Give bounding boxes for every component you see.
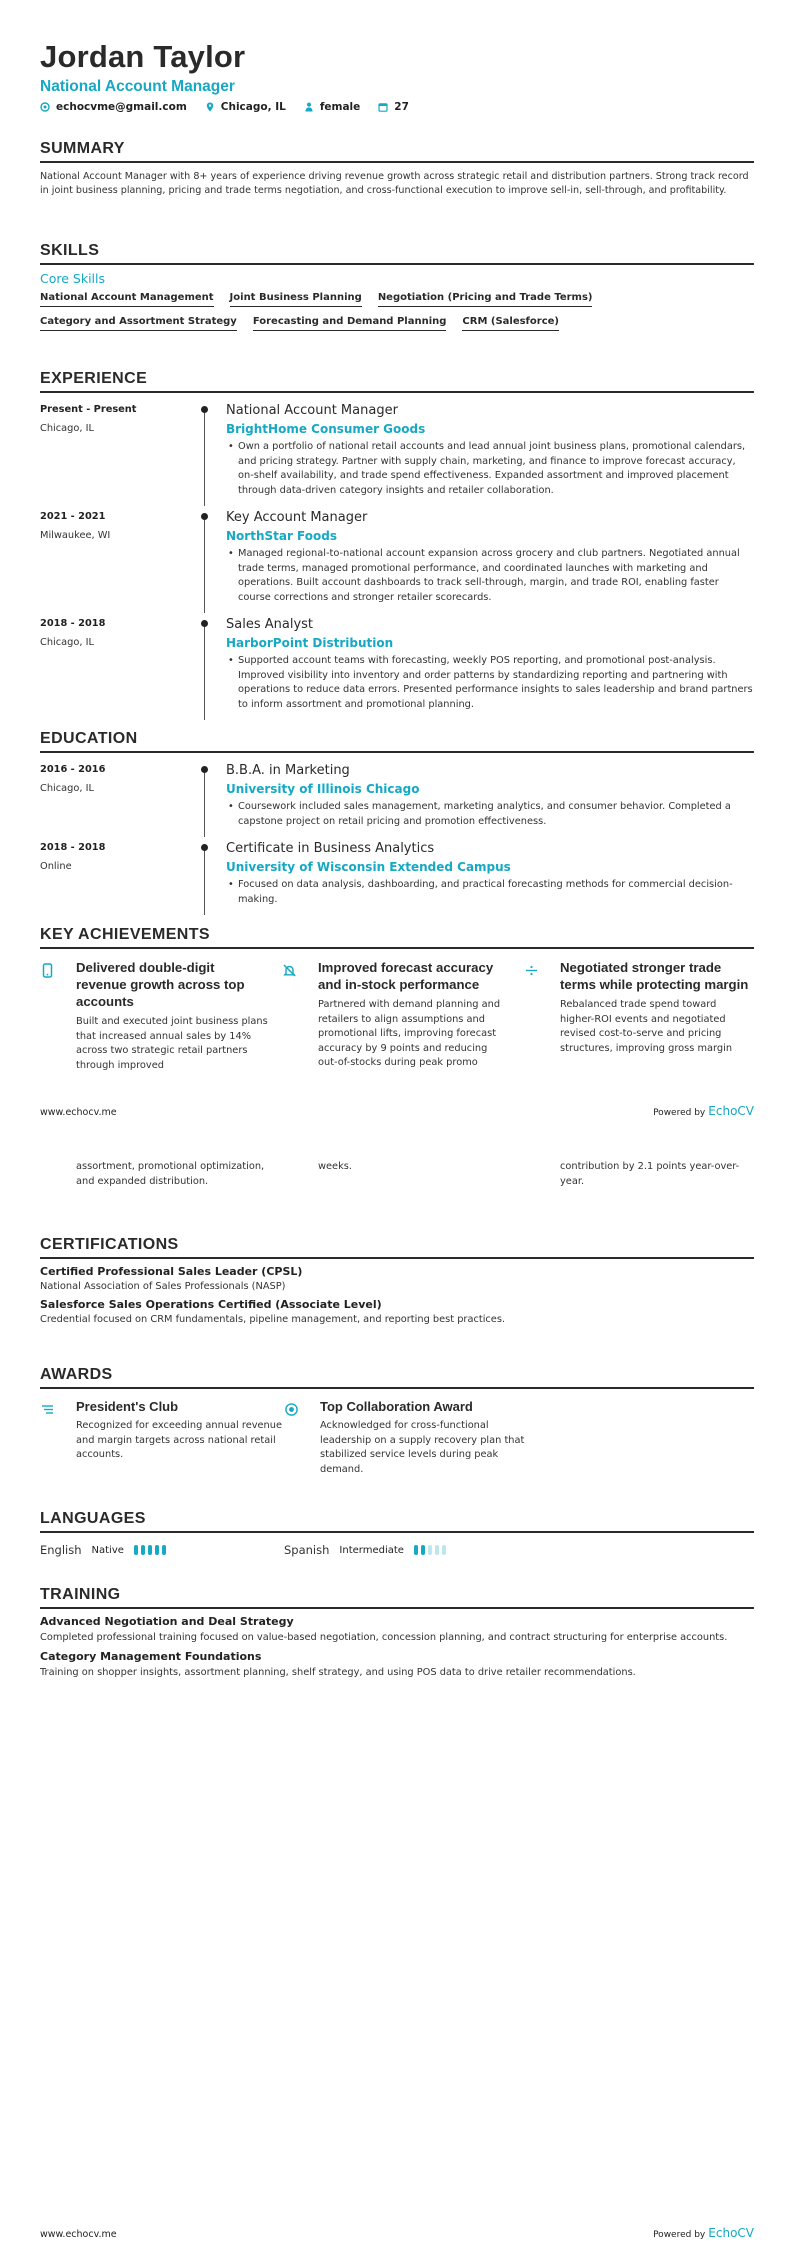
achievement-heading: Improved forecast accuracy and in-stock performance xyxy=(318,960,494,992)
contact-age-text: 27 xyxy=(394,101,409,113)
rating-pip-filled xyxy=(421,1545,425,1555)
rating-pip-filled xyxy=(148,1545,152,1555)
candidate-role: National Account Manager xyxy=(40,78,235,95)
timeline-dot xyxy=(201,406,208,413)
skill-item: National Account Management xyxy=(40,292,214,307)
contact-email[interactable] xyxy=(40,101,187,113)
languages-heading: LANGUAGES xyxy=(40,1510,754,1533)
entry-date: 2016 - 2016 xyxy=(40,764,106,775)
training-desc: Completed professional training focused on value-based negotiation, concession planning, and contract structuring for enterprise accounts. xyxy=(40,1632,728,1643)
rating-pip-filled xyxy=(141,1545,145,1555)
contact-age xyxy=(378,101,409,113)
certifications-section xyxy=(40,1236,754,1325)
languages-section xyxy=(40,1510,754,1557)
timeline-rail xyxy=(204,844,205,915)
footer-powered-label: Powered by xyxy=(653,2230,706,2240)
language-name: Spanish xyxy=(284,1543,330,1557)
entry-date: Present - Present xyxy=(40,404,137,415)
training-section xyxy=(40,1586,754,1680)
contact-location-text: Chicago, IL xyxy=(220,101,286,113)
certification-item xyxy=(40,1298,754,1325)
contact-location xyxy=(205,101,286,113)
footer-brand[interactable]: EchoCV xyxy=(708,2226,754,2240)
entry-bullet: • Managed regional-to-national account expansion across grocery and club partners. Negotiated annual trade terms, managed promotional performance, and coordinated launches with marketing and operations. Built account dashboards to track sell-through, margin, and trade ROI, enabling faster course corrections and stronger retailer scorecards. xyxy=(226,547,754,605)
entry-title: National Account Manager xyxy=(226,403,398,418)
language-level: Intermediate xyxy=(339,1544,404,1556)
entry-organization: NorthStar Foods xyxy=(226,529,337,543)
contact-email-text: echocvme@gmail.com xyxy=(56,101,187,113)
summary-text: National Account Manager with 8+ years of experience driving revenue growth across strategic retail and distribution partners. Strong track record in joint business planning, pricing and trade terms negotiation, and cross-functional execution to improve sell-in, sell-through, and profitability. xyxy=(40,171,749,196)
education-heading: EDUCATION xyxy=(40,730,754,753)
achievement-card-continued xyxy=(40,1160,268,1189)
achievement-desc: Rebalanced trade spend toward higher-ROI events and negotiated revised cost-to-serve and pricing structures, improving gross margin xyxy=(560,999,733,1054)
summary-heading: SUMMARY xyxy=(40,140,754,163)
experience-entry xyxy=(40,510,754,613)
entry-bullet: • Focused on data analysis, dashboarding, and practical forecasting methods for commercial decision-making. xyxy=(226,878,754,907)
entry-location: Chicago, IL xyxy=(40,423,94,434)
achievement-desc: weeks. xyxy=(318,1161,352,1172)
candidate-name: Jordan Taylor xyxy=(40,39,246,74)
entry-location: Milwaukee, WI xyxy=(40,530,111,541)
email-icon xyxy=(40,102,50,112)
achievement-desc: Built and executed joint business plans that increased annual sales by 14% across two strategic retail partners through improved xyxy=(76,1016,268,1071)
contact-bar xyxy=(40,101,754,113)
language-rating xyxy=(414,1545,446,1555)
education-section xyxy=(40,730,754,915)
entry-date: 2021 - 2021 xyxy=(40,511,106,522)
training-item xyxy=(40,1615,754,1645)
achievement-heading: Negotiated stronger trade terms while protecting margin xyxy=(560,960,749,992)
certification-name: Certified Professional Sales Leader (CPSL) xyxy=(40,1265,303,1278)
achievement-desc: contribution by 2.1 points year-over-year. xyxy=(560,1161,740,1187)
training-name: Advanced Negotiation and Deal Strategy xyxy=(40,1615,294,1628)
page-footer xyxy=(40,2226,754,2240)
rating-pip-filled xyxy=(134,1545,138,1555)
entry-bullet: • Supported account teams with forecasting, weekly POS reporting, and promotional post-analysis. Improved visibility into inventory and order patterns by standardizing reporting and partnering with operations to reduce data errors. Presented performance insights to sales leadership and brand partners to inform assortment and promotional planning. xyxy=(226,654,754,712)
page-footer xyxy=(40,1104,754,1118)
achievement-card xyxy=(524,959,752,1073)
skills-list xyxy=(40,292,754,331)
language-name: English xyxy=(40,1543,82,1557)
mobile-icon xyxy=(40,963,55,978)
certification-name: Salesforce Sales Operations Certified (Associate Level) xyxy=(40,1298,382,1311)
skills-section xyxy=(40,242,754,331)
resume-header xyxy=(40,40,754,113)
timeline-dot xyxy=(201,844,208,851)
achievement-desc: assortment, promotional optimization, and expanded distribution. xyxy=(76,1161,265,1187)
footer-powered-label: Powered by xyxy=(653,1108,706,1118)
rating-pip-filled xyxy=(414,1545,418,1555)
timeline-dot xyxy=(201,513,208,520)
award-name: Top Collaboration Award xyxy=(320,1399,473,1414)
rating-pip-filled xyxy=(155,1545,159,1555)
footer-site-link[interactable]: www.echocv.me xyxy=(40,1107,117,1118)
achievements-heading: KEY ACHIEVEMENTS xyxy=(40,926,754,949)
entry-organization: University of Wisconsin Extended Campus xyxy=(226,860,511,874)
contact-gender-text: female xyxy=(319,101,361,113)
footer-site-link[interactable]: www.echocv.me xyxy=(40,2229,117,2240)
achievement-card xyxy=(282,959,510,1073)
divide-icon xyxy=(524,963,539,978)
rating-pip-empty xyxy=(442,1545,446,1555)
entry-title: B.B.A. in Marketing xyxy=(226,763,350,778)
achievements-section xyxy=(40,926,754,1073)
list-icon xyxy=(40,1402,55,1417)
award-desc: Acknowledged for cross-functional leadership on a supply recovery plan that stabilized service levels during peak demand. xyxy=(320,1420,525,1475)
award-item xyxy=(284,1399,528,1477)
skill-item: CRM (Salesforce) xyxy=(462,316,559,331)
certification-desc: Credential focused on CRM fundamentals, pipeline management, and reporting best practices. xyxy=(40,1314,506,1325)
bell-off-icon xyxy=(282,963,297,978)
education-entry xyxy=(40,763,754,837)
timeline-rail xyxy=(204,406,205,506)
awards-section xyxy=(40,1366,754,1477)
achievement-heading: Delivered double-digit revenue growth across top accounts xyxy=(76,960,245,1009)
entry-location: Chicago, IL xyxy=(40,783,94,794)
education-entry xyxy=(40,841,754,915)
location-pin-icon xyxy=(205,102,215,112)
awards-heading: AWARDS xyxy=(40,1366,754,1389)
award-name: President's Club xyxy=(76,1399,179,1414)
certification-item xyxy=(40,1265,754,1292)
entry-date: 2018 - 2018 xyxy=(40,842,106,853)
certifications-heading: CERTIFICATIONS xyxy=(40,1236,754,1259)
footer-brand[interactable]: EchoCV xyxy=(708,1104,754,1118)
calendar-icon xyxy=(378,102,388,112)
entry-title: Sales Analyst xyxy=(226,617,314,632)
timeline-dot xyxy=(201,620,208,627)
award-desc: Recognized for exceeding annual revenue and margin targets across national retail accounts. xyxy=(76,1420,282,1460)
training-desc: Training on shopper insights, assortment planning, shelf strategy, and using POS data to drive retailer recommendations. xyxy=(40,1667,636,1678)
achievement-card-continued xyxy=(524,1160,752,1189)
training-heading: TRAINING xyxy=(40,1586,754,1609)
experience-heading: EXPERIENCE xyxy=(40,370,754,393)
entry-date: 2018 - 2018 xyxy=(40,618,106,629)
achievement-card-continued xyxy=(282,1160,510,1189)
skill-item: Category and Assortment Strategy xyxy=(40,316,237,331)
training-name: Category Management Foundations xyxy=(40,1650,262,1663)
experience-section xyxy=(40,370,754,720)
skills-heading: SKILLS xyxy=(40,242,754,265)
rating-pip-empty xyxy=(428,1545,432,1555)
skill-item: Forecasting and Demand Planning xyxy=(253,316,447,331)
summary-section xyxy=(40,140,754,198)
entry-organization: HarborPoint Distribution xyxy=(226,636,394,650)
achievement-card xyxy=(40,959,268,1073)
achievements-continued xyxy=(40,1160,754,1189)
entry-organization: BrightHome Consumer Goods xyxy=(226,422,426,436)
training-item xyxy=(40,1650,754,1680)
skill-item: Joint Business Planning xyxy=(230,292,362,307)
timeline-rail xyxy=(204,766,205,837)
achievement-desc: Partnered with demand planning and retailers to align assumptions and promotional lifts, improving forecast accuracy by 9 points and reducing out-of-stocks during peak promo xyxy=(318,999,501,1068)
entry-bullet: • Own a portfolio of national retail accounts and lead annual joint business plans, promotional calendars, and pricing strategy. Partner with supply chain, marketing, and finance to improve forecast accuracy, on-shelf availability, and trade spend effectiveness. Expanded assortment and improved placement through data-driven category insights and retailer collaboration. xyxy=(226,440,754,498)
person-icon xyxy=(304,102,314,112)
certification-desc: National Association of Sales Professionals (NASP) xyxy=(40,1281,286,1292)
entry-location: Chicago, IL xyxy=(40,637,94,648)
language-item xyxy=(284,1543,528,1557)
timeline-rail xyxy=(204,620,205,720)
timeline-dot xyxy=(201,766,208,773)
experience-entry xyxy=(40,403,754,506)
entry-organization: University of Illinois Chicago xyxy=(226,782,420,796)
timeline-rail xyxy=(204,513,205,613)
language-rating xyxy=(134,1545,166,1555)
entry-bullet: • Coursework included sales management, marketing analytics, and consumer behavior. Completed a capstone project on retail pricing and promotion effectiveness. xyxy=(226,800,754,829)
entry-title: Certificate in Business Analytics xyxy=(226,841,435,856)
experience-entry xyxy=(40,617,754,720)
rating-pip-filled xyxy=(162,1545,166,1555)
award-item xyxy=(40,1399,284,1477)
language-level: Native xyxy=(91,1544,124,1556)
skill-item: Negotiation (Pricing and Trade Terms) xyxy=(378,292,593,307)
skills-category: Core Skills xyxy=(40,271,106,286)
language-item xyxy=(40,1543,284,1557)
target-icon xyxy=(284,1402,299,1417)
rating-pip-empty xyxy=(435,1545,439,1555)
entry-location: Online xyxy=(40,861,72,872)
entry-title: Key Account Manager xyxy=(226,510,368,525)
contact-gender xyxy=(304,101,360,113)
